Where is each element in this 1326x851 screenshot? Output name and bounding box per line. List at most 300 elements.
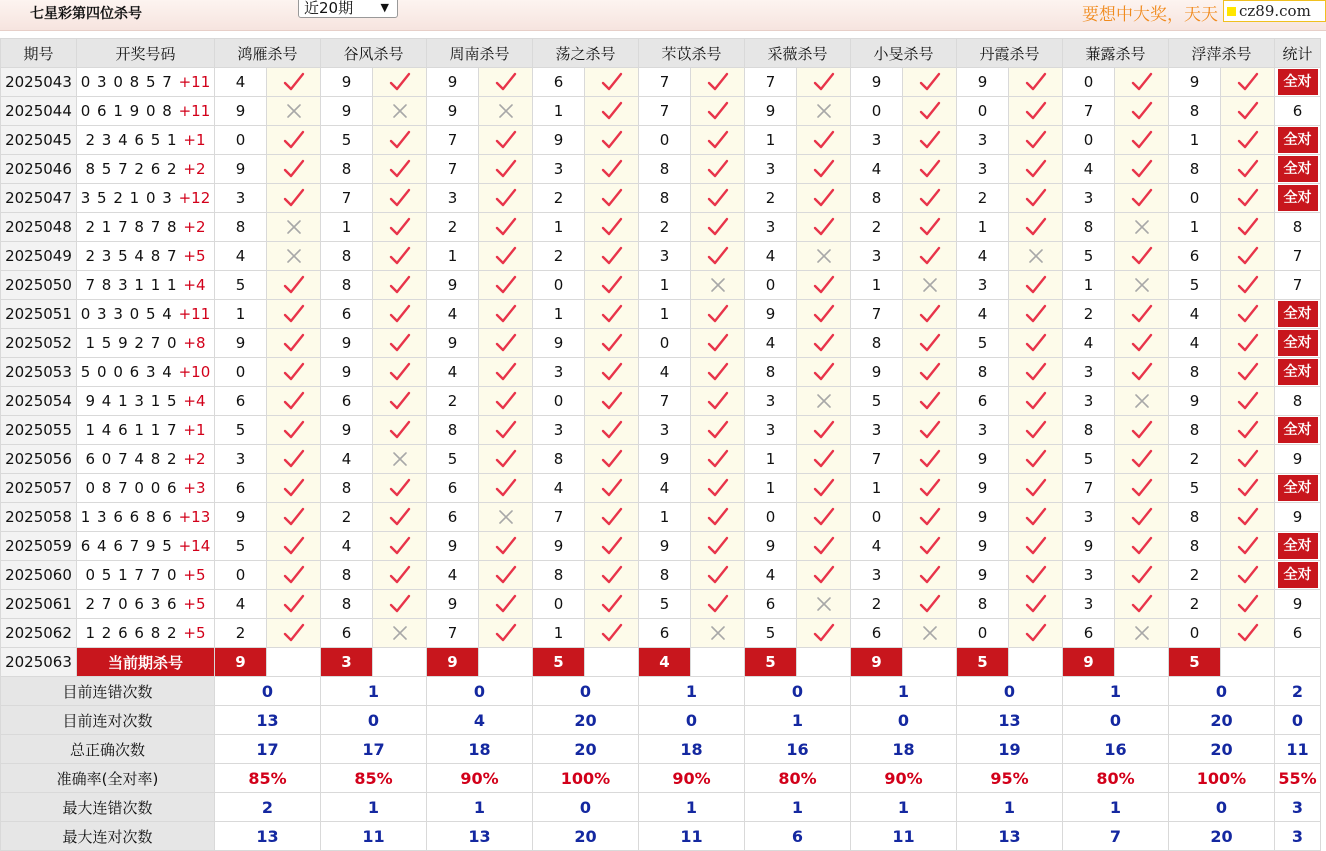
summary-value: 0 [1063,706,1169,735]
summary-value: 4 [427,706,533,735]
result-mark-cell [585,300,639,329]
check-icon [1237,130,1259,150]
check-icon [813,449,835,469]
check-icon [495,391,517,411]
result-mark-cell [691,329,745,358]
result-mark-cell [585,242,639,271]
check-icon [919,362,941,382]
kill-number-cell: 5 [851,387,903,416]
result-mark-cell [373,416,427,445]
kill-number-cell: 3 [1063,358,1115,387]
draw-plus: +2 [183,450,206,468]
check-icon [1025,420,1047,440]
col-header-expert: 周南杀号 [427,39,533,68]
kill-number-cell: 9 [427,532,479,561]
result-mark-cell [1221,68,1275,97]
kill-number-cell: 6 [533,68,585,97]
result-mark-cell [373,184,427,213]
kill-number-cell: 5 [957,329,1009,358]
kill-number-cell: 8 [957,590,1009,619]
check-icon [283,449,305,469]
summary-value: 1 [427,793,533,822]
kill-number-cell: 8 [1169,532,1221,561]
summary-value: 18 [851,735,957,764]
result-mark-cell [479,329,533,358]
check-icon [1025,478,1047,498]
draw-cell [77,561,215,590]
cross-icon [815,102,833,120]
all-correct-badge: 全对 [1278,533,1318,559]
result-mark-cell [585,619,639,648]
kill-number-cell: 0 [215,561,267,590]
check-icon [813,362,835,382]
summary-row [1,793,1321,822]
kill-number-cell: 1 [745,445,797,474]
kill-number-cell: 2 [639,213,691,242]
check-icon [813,420,835,440]
draw-cell [77,300,215,329]
kill-number-cell: 2 [427,213,479,242]
result-mark-cell [479,503,533,532]
check-icon [919,507,941,527]
result-mark-cell [373,300,427,329]
kill-number-cell: 9 [957,561,1009,590]
cross-icon [497,102,515,120]
summary-value: 0 [1169,677,1275,706]
check-icon [707,594,729,614]
stat-value: 8 [1292,392,1303,410]
kill-number-cell: 9 [321,416,373,445]
draw-plus: +5 [183,595,206,613]
check-icon [707,217,729,237]
check-icon [283,478,305,498]
result-mark-cell [1115,445,1169,474]
kill-number-cell: 9 [639,532,691,561]
result-mark-cell [373,387,427,416]
kill-number-cell: 6 [957,387,1009,416]
table-row [1,126,1321,155]
kill-number-cell: 8 [957,358,1009,387]
result-mark-cell [1221,271,1275,300]
kill-number-cell: 5 [215,532,267,561]
result-mark-cell [373,445,427,474]
draw-cell [77,503,215,532]
check-icon [389,478,411,498]
result-mark-cell [585,532,639,561]
result-mark-cell [373,329,427,358]
stat-cell [1275,416,1321,445]
check-icon [389,507,411,527]
kill-number-cell: 8 [215,213,267,242]
check-icon [283,594,305,614]
result-mark-cell [903,416,957,445]
check-icon [389,594,411,614]
promo-text[interactable]: 要想中大奖，天天 [1082,5,1218,25]
kill-number-cell: 9 [851,68,903,97]
check-icon [283,275,305,295]
kill-number-cell: 7 [427,155,479,184]
result-mark-cell [903,358,957,387]
check-icon [1237,507,1259,527]
result-mark-cell [267,184,321,213]
result-mark-cell [479,474,533,503]
check-icon [707,565,729,585]
draw-digits: 6 0 7 4 8 2 [85,450,178,468]
result-mark-cell [797,242,851,271]
kill-number-cell: 0 [533,590,585,619]
summary-value: 17 [215,735,321,764]
result-mark-cell [373,126,427,155]
check-icon [495,594,517,614]
result-mark-cell [1115,532,1169,561]
result-mark-cell [1115,242,1169,271]
check-icon [283,130,305,150]
draw-plus: +11 [178,102,211,120]
result-mark-cell [267,97,321,126]
summary-value: 2 [215,793,321,822]
kill-number-cell: 8 [321,155,373,184]
kill-number-cell: 1 [851,474,903,503]
check-icon [1237,449,1259,469]
result-mark-cell [797,68,851,97]
check-icon [919,130,941,150]
draw-digits: 0 3 3 0 5 4 [80,305,173,323]
result-mark-cell [585,416,639,445]
result-mark-cell [1009,300,1063,329]
check-icon [389,217,411,237]
stat-cell [1275,271,1321,300]
check-icon [813,130,835,150]
draw-digits: 2 1 7 8 7 8 [85,218,178,236]
summary-value: 13 [957,822,1063,851]
result-mark-cell [1115,329,1169,358]
summary-value: 1 [851,793,957,822]
result-mark-cell [1115,416,1169,445]
kill-number-cell: 4 [639,358,691,387]
result-mark-cell [903,532,957,561]
check-icon [1131,101,1153,121]
kill-number-cell: 5 [1169,271,1221,300]
check-icon [1237,391,1259,411]
summary-value: 0 [1169,793,1275,822]
draw-plus: +5 [183,566,206,584]
check-icon [389,391,411,411]
result-mark-cell [1009,155,1063,184]
check-icon [495,188,517,208]
kill-number-cell: 9 [957,474,1009,503]
kill-number-cell: 3 [957,126,1009,155]
result-mark-cell [1009,387,1063,416]
draw-plus: +2 [183,160,206,178]
summary-value: 18 [427,735,533,764]
check-icon [283,304,305,324]
table-row [1,503,1321,532]
kill-number-cell: 0 [851,503,903,532]
kill-number-cell: 6 [851,619,903,648]
stat-value: 7 [1292,247,1303,265]
check-icon [601,565,623,585]
kill-number-cell: 8 [321,474,373,503]
summary-value: 85% [215,764,321,793]
summary-value: 13 [427,822,533,851]
check-icon [707,72,729,92]
logo-square-icon [1227,7,1236,16]
result-mark-cell [267,387,321,416]
kill-number-cell: 9 [427,271,479,300]
kill-number-cell: 8 [1169,358,1221,387]
result-mark-cell [479,184,533,213]
draw-digits: 5 0 0 6 3 4 [80,363,173,381]
kill-number-cell: 6 [745,590,797,619]
result-mark-cell [1009,126,1063,155]
result-mark-cell [797,445,851,474]
check-icon [601,391,623,411]
check-icon [813,188,835,208]
kill-number-cell: 6 [427,503,479,532]
result-mark-cell [267,155,321,184]
kill-number-cell: 9 [745,532,797,561]
summary-value: 0 [321,706,427,735]
check-icon [1237,159,1259,179]
kill-number-cell: 2 [851,213,903,242]
draw-digits: 0 5 1 7 7 0 [85,566,178,584]
draw-digits: 1 5 9 2 7 0 [85,334,178,352]
kill-number-cell: 8 [321,561,373,590]
result-mark-cell [1115,300,1169,329]
check-icon [813,565,835,585]
result-mark-cell [1221,619,1275,648]
kill-number-cell: 0 [957,619,1009,648]
kill-number-cell: 1 [1169,213,1221,242]
kill-number-cell: 9 [427,68,479,97]
result-mark-cell [691,271,745,300]
summary-value: 90% [851,764,957,793]
site-logo[interactable] [1223,0,1326,22]
summary-value: 0 [957,677,1063,706]
summary-stat: 3 [1275,793,1321,822]
draw-digits: 1 2 6 6 8 2 [85,624,178,642]
result-mark-cell [373,358,427,387]
summary-row [1,706,1321,735]
result-mark-cell [797,97,851,126]
col-header-expert: 鸿雁杀号 [215,39,321,68]
cross-icon [391,624,409,642]
result-mark-cell [903,387,957,416]
result-mark-cell [1115,126,1169,155]
result-mark-cell [267,271,321,300]
check-icon [919,391,941,411]
kill-number-cell: 1 [1063,271,1115,300]
result-mark-cell [267,503,321,532]
result-mark-cell [1115,184,1169,213]
table-row [1,97,1321,126]
issue-cell: 2025044 [1,97,77,126]
cross-icon [285,102,303,120]
check-icon [813,333,835,353]
check-icon [495,304,517,324]
check-icon [707,478,729,498]
kill-number-cell: 1 [639,503,691,532]
draw-plus: +2 [183,218,206,236]
current-kill-number: 9 [427,648,479,677]
period-select[interactable] [298,0,398,18]
result-mark-cell [691,503,745,532]
check-icon [283,188,305,208]
result-mark-cell [691,155,745,184]
check-icon [1237,275,1259,295]
cross-icon [1133,392,1151,410]
result-mark-cell [691,213,745,242]
kill-number-cell: 4 [1063,329,1115,358]
kill-number-cell: 6 [427,474,479,503]
stat-cell [1275,300,1321,329]
result-mark-cell [1221,445,1275,474]
kill-number-cell: 9 [215,97,267,126]
summary-row [1,677,1321,706]
result-mark-cell [1009,619,1063,648]
kill-number-cell: 8 [639,155,691,184]
stat-value: 9 [1292,450,1303,468]
kill-number-cell: 4 [321,445,373,474]
result-mark-cell [1115,271,1169,300]
check-icon [707,420,729,440]
check-icon [283,333,305,353]
result-mark-cell [1221,242,1275,271]
draw-cell [77,126,215,155]
summary-label: 目前连对次数 [1,706,215,735]
check-icon [707,130,729,150]
summary-value: 0 [533,677,639,706]
kill-number-cell: 7 [745,68,797,97]
current-kill-number: 5 [745,648,797,677]
result-mark-cell [1221,126,1275,155]
kill-number-cell: 8 [639,184,691,213]
check-icon [919,333,941,353]
check-icon [919,101,941,121]
result-mark-cell [373,561,427,590]
result-mark-cell [1221,532,1275,561]
kill-number-cell: 9 [639,445,691,474]
check-icon [389,536,411,556]
col-header-expert: 小旻杀号 [851,39,957,68]
check-icon [1131,478,1153,498]
issue-cell: 2025046 [1,155,77,184]
kill-number-cell: 0 [533,271,585,300]
kill-number-cell: 8 [321,590,373,619]
check-icon [495,623,517,643]
kill-number-cell: 4 [1169,300,1221,329]
summary-value: 90% [639,764,745,793]
kill-number-cell: 3 [957,416,1009,445]
kill-number-cell: 3 [957,155,1009,184]
draw-digits: 6 4 6 7 9 5 [80,537,173,555]
summary-value: 0 [427,677,533,706]
kill-number-cell: 3 [639,242,691,271]
kill-number-cell: 5 [1063,242,1115,271]
summary-value: 0 [851,706,957,735]
check-icon [1131,507,1153,527]
draw-cell [77,445,215,474]
kill-number-cell: 5 [1169,474,1221,503]
summary-stat: 55% [1275,764,1321,793]
issue-cell: 2025058 [1,503,77,532]
check-icon [1025,565,1047,585]
kill-number-cell: 4 [851,532,903,561]
stat-cell [1275,329,1321,358]
result-mark-cell [1009,358,1063,387]
check-icon [707,507,729,527]
check-icon [813,217,835,237]
top-bar [0,0,1326,31]
summary-row [1,822,1321,851]
all-correct-badge: 全对 [1278,562,1318,588]
result-mark-cell [1221,416,1275,445]
check-icon [813,275,835,295]
kill-number-cell: 4 [427,561,479,590]
result-mark-cell [373,155,427,184]
kill-number-cell: 7 [639,97,691,126]
check-icon [919,159,941,179]
kill-number-cell: 0 [1063,68,1115,97]
table-row [1,561,1321,590]
draw-cell [77,416,215,445]
kill-number-cell: 3 [745,387,797,416]
kill-number-cell: 5 [639,590,691,619]
check-icon [1237,217,1259,237]
check-icon [1131,130,1153,150]
check-icon [283,623,305,643]
kill-number-cell: 9 [427,97,479,126]
kill-number-cell: 4 [321,532,373,561]
check-icon [1131,536,1153,556]
stat-cell [1275,445,1321,474]
check-icon [1131,594,1153,614]
kill-number-cell: 1 [533,97,585,126]
check-icon [495,420,517,440]
kill-number-cell: 5 [745,619,797,648]
kill-number-cell: 4 [745,329,797,358]
result-mark-cell [1009,532,1063,561]
stat-cell [1275,126,1321,155]
cross-icon [1133,218,1151,236]
result-mark-cell [373,97,427,126]
check-icon [389,304,411,324]
result-mark-cell [373,271,427,300]
draw-digits: 8 5 7 2 6 2 [85,160,178,178]
result-mark-cell [585,503,639,532]
check-icon [1237,565,1259,585]
check-icon [601,217,623,237]
result-mark-cell [797,358,851,387]
stat-cell [1275,97,1321,126]
result-mark-cell [797,155,851,184]
result-mark-cell [903,68,957,97]
current-kill-number: 5 [533,648,585,677]
check-icon [601,101,623,121]
blank-cell [479,648,533,677]
summary-value: 1 [321,677,427,706]
cross-icon [921,624,939,642]
check-icon [283,391,305,411]
check-icon [1237,362,1259,382]
kill-number-cell: 8 [1169,503,1221,532]
draw-plus: +8 [183,334,206,352]
col-header-expert: 采薇杀号 [745,39,851,68]
result-mark-cell [1221,474,1275,503]
table-row [1,619,1321,648]
kill-number-cell: 6 [321,387,373,416]
result-mark-cell [1221,213,1275,242]
